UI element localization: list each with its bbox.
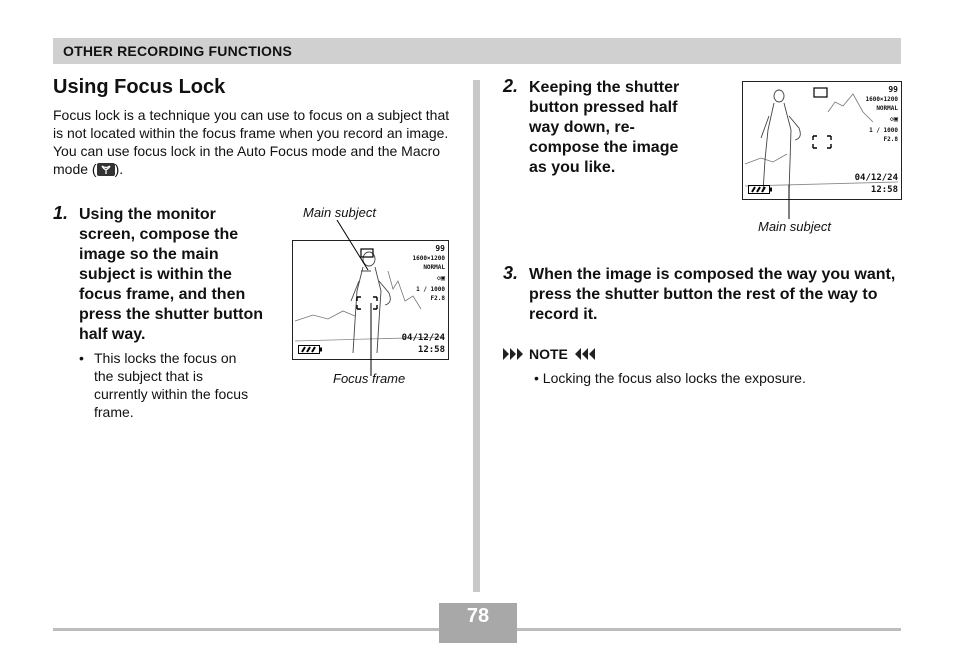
lcd-shots-remaining: 99	[435, 244, 445, 253]
lcd-aperture: F2.8	[430, 295, 445, 302]
page-number: 78	[466, 605, 490, 627]
step-1-bullet: This locks the focus on the subject that is currently within the focus frame.	[94, 350, 249, 420]
step-1-bullet-dot: •	[79, 350, 84, 366]
step-2-number: 2.	[503, 76, 519, 96]
note-text: • Locking the focus also locks the exposure.	[534, 370, 806, 386]
lcd-date: 04/12/24	[401, 333, 445, 343]
step-3-number: 3.	[503, 263, 519, 283]
macro-flower-icon	[97, 163, 115, 176]
battery-icon	[298, 345, 322, 354]
figure-1-caption-focus-frame: Focus frame	[333, 371, 406, 386]
lcd-quality: NORMAL	[876, 105, 898, 112]
note-label: NOTE	[529, 346, 568, 362]
lcd-shutter-speed: 1 / 1000	[416, 286, 445, 293]
callout-lines-figure-1	[330, 218, 390, 383]
section-header-bar	[53, 38, 901, 64]
lcd-af-mode-icon: ◇▣	[889, 115, 898, 123]
step-3-text: When the image is composed the way you want, press the shutter button the rest of the way to record it.	[529, 266, 896, 323]
figure-1-caption-main-subject: Main subject	[303, 205, 376, 220]
lcd-date: 04/12/24	[854, 173, 898, 183]
lcd-image-size: 1600×1200	[865, 96, 898, 103]
intro-paragraph	[53, 106, 458, 178]
lcd-time: 12:58	[417, 345, 445, 355]
lcd-aperture: F2.8	[883, 136, 898, 143]
intro-text: Focus lock is a technique you can use to focus on a subject that is not located within the focus frame when you record an image. You can use focus lock in the Auto Focus mode and the Macro mode (	[53, 107, 450, 177]
lcd-time: 12:58	[870, 185, 898, 195]
page-number-box	[439, 603, 517, 643]
lcd-quality: NORMAL	[423, 264, 445, 271]
lcd-shots-remaining: 99	[888, 85, 898, 94]
column-divider	[473, 80, 480, 592]
callout-line-figure-2	[784, 185, 794, 221]
step-1-number: 1.	[53, 203, 69, 223]
section-header-title: OTHER RECORDING FUNCTIONS	[63, 43, 292, 59]
intro-text-end: ).	[114, 161, 124, 177]
lcd-image-size: 1600×1200	[412, 255, 445, 262]
note-arrows-right-icon	[503, 348, 525, 360]
step-1-text: Using the monitor screen, compose the image so the main subject is within the focus frame, and then press the shutter button half way.	[79, 206, 264, 343]
battery-icon	[748, 185, 772, 194]
step-2-text: Keeping the shutter button pressed half way down, re-compose the image as you like.	[529, 79, 680, 176]
page-title: Using Focus Lock	[53, 76, 226, 98]
note-arrows-left-icon	[575, 348, 597, 360]
lcd-shutter-speed: 1 / 1000	[869, 127, 898, 134]
camera-monitor-figure-2	[742, 81, 902, 200]
lcd-af-mode-icon: ◇▣	[436, 274, 445, 282]
figure-2-caption-main-subject: Main subject	[758, 219, 831, 234]
